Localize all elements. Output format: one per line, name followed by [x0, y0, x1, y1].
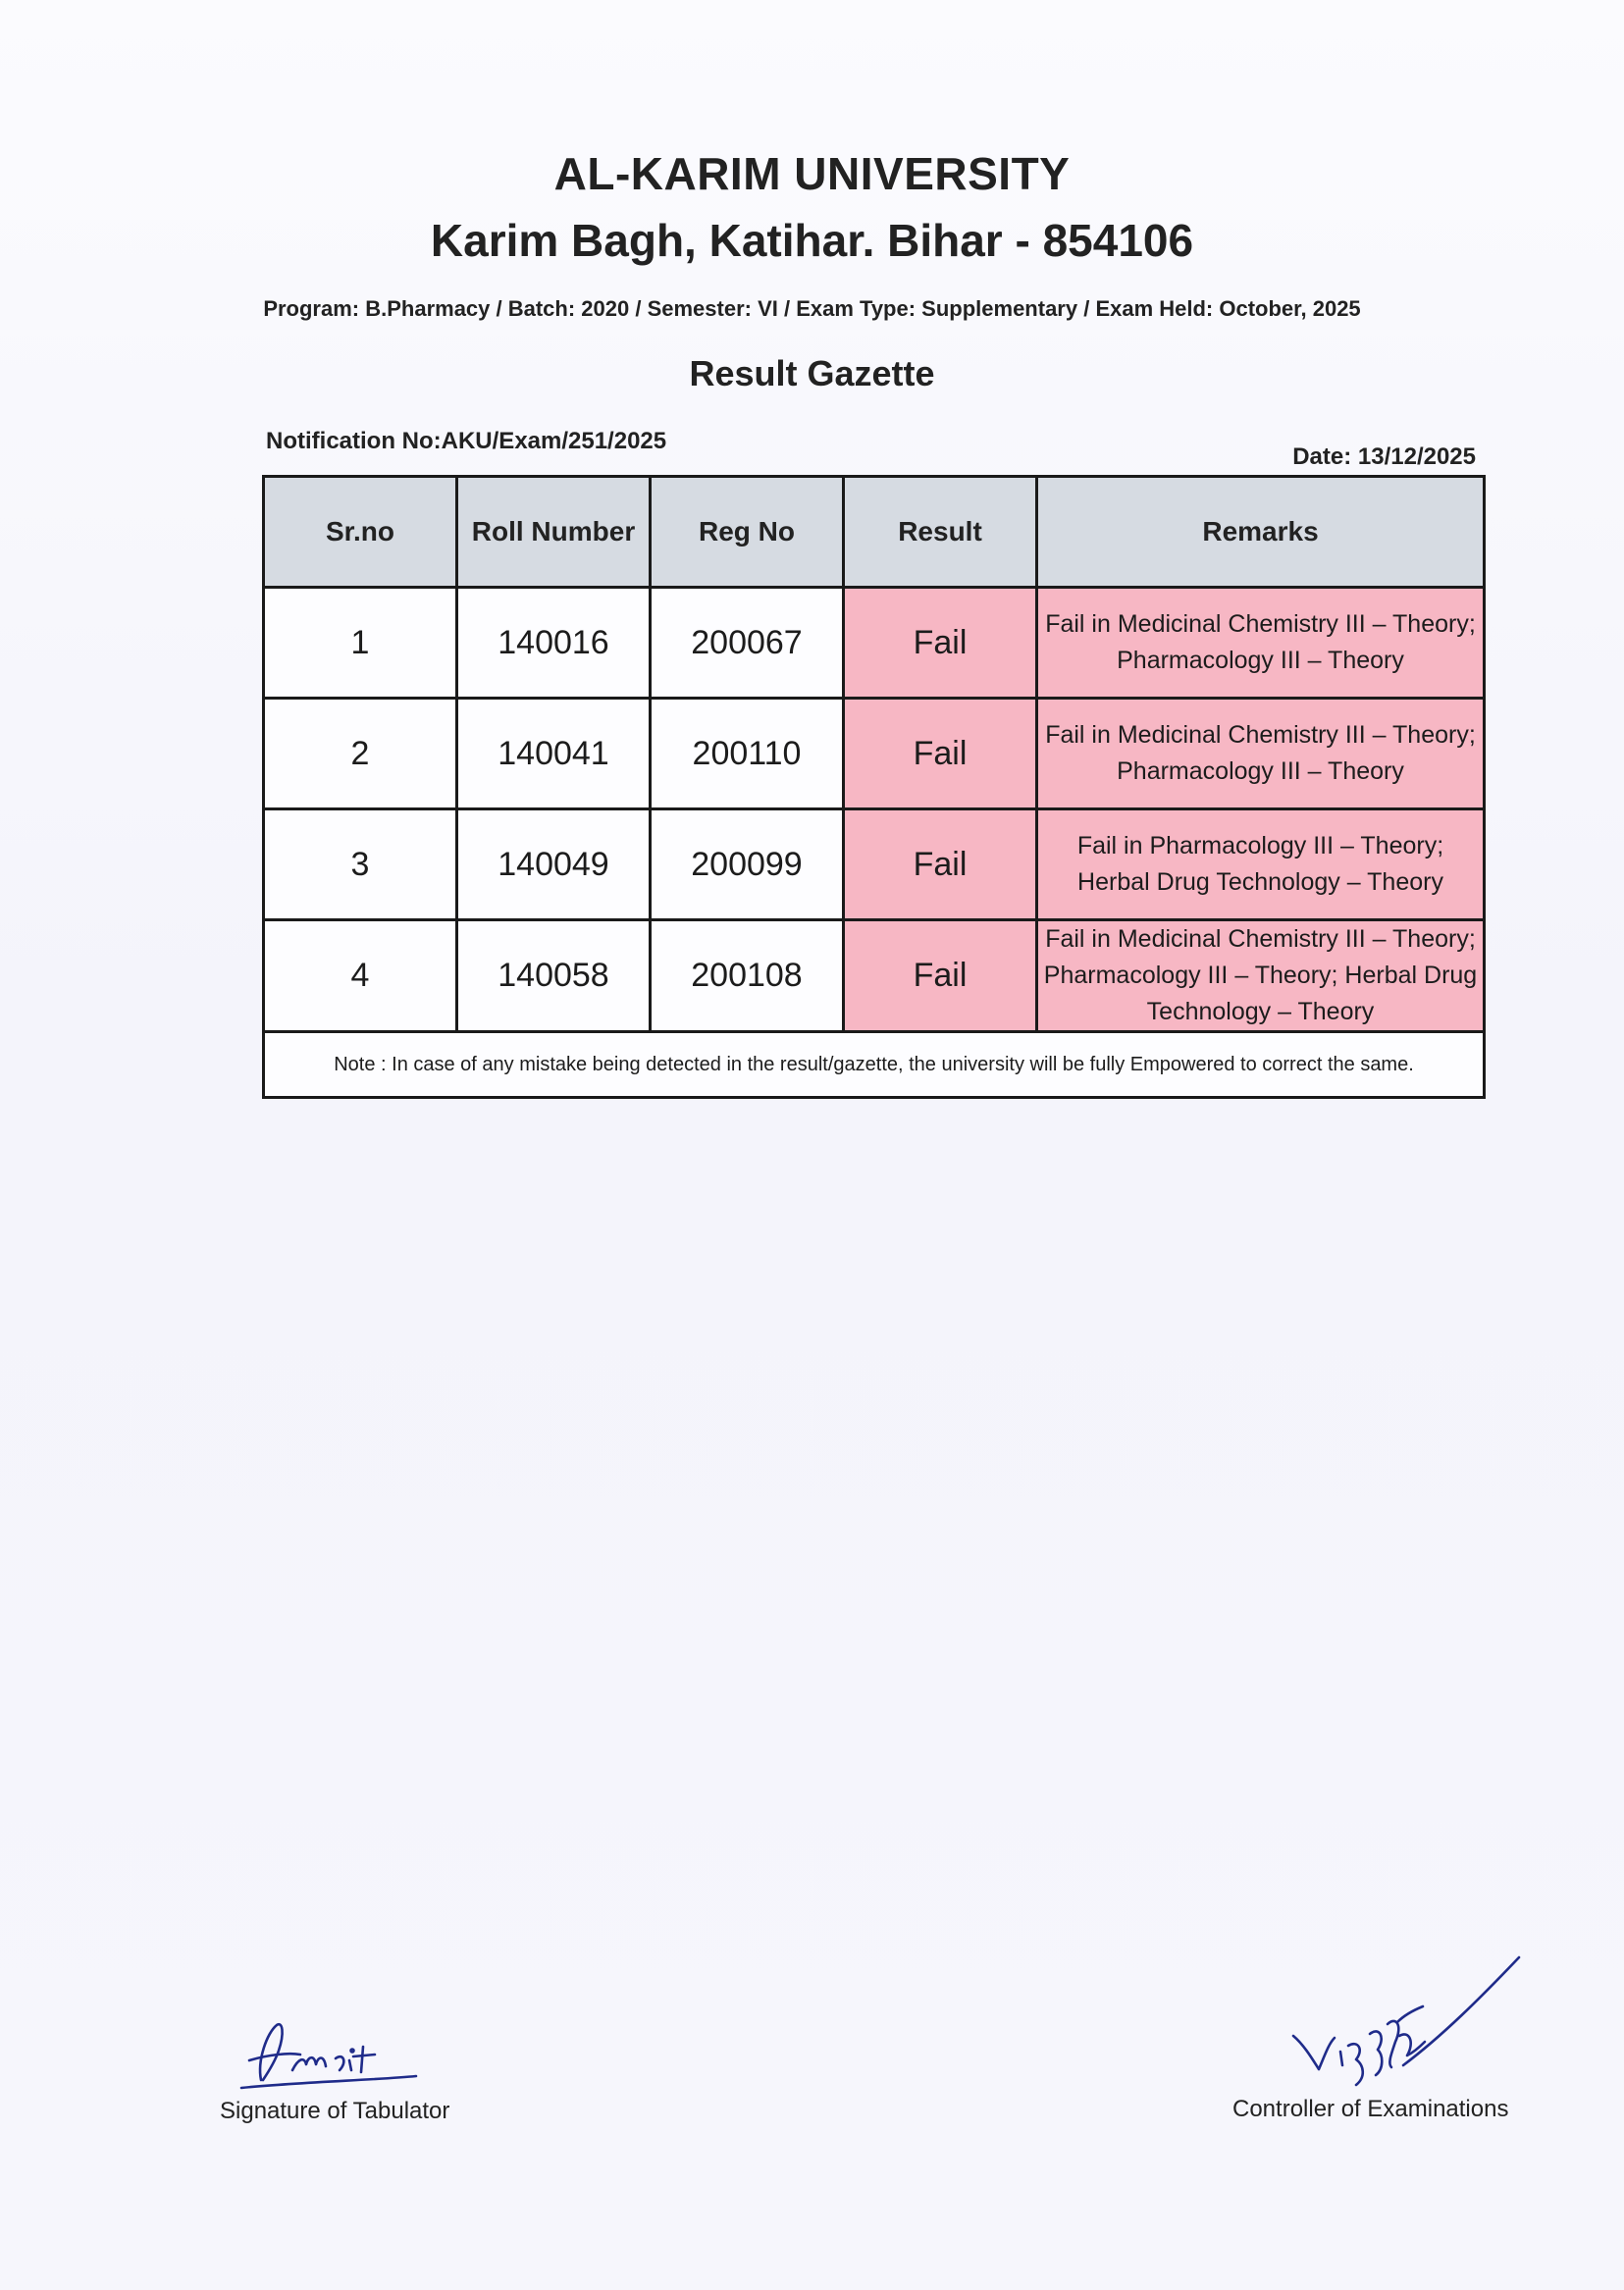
table-row	[264, 809, 1485, 920]
notification-date: Date: 13/12/2025	[1292, 443, 1476, 470]
table-row	[264, 588, 1485, 699]
sr-no-cell: 1	[264, 588, 457, 699]
controller-signature-caption: Controller of Examinations	[1232, 2096, 1509, 2122]
result-cell: Fail	[844, 699, 1037, 809]
reg-no-cell: 200110	[651, 699, 844, 809]
university-address: Karim Bagh, Katihar. Bihar - 854106	[430, 215, 1194, 266]
remarks-cell: Fail in Pharmacology III – Theory; Herbal Drug Technology – Theory	[1037, 809, 1485, 920]
document-title: Result Gazette	[689, 353, 935, 393]
column-header-reg-no: Reg No	[651, 477, 844, 588]
table-row	[264, 699, 1485, 809]
sr-no-cell: 4	[264, 920, 457, 1032]
controller-signature-icon	[1285, 1948, 1531, 2095]
remarks-cell: Fail in Medicinal Chemistry III – Theory; Pharmacology III – Theory; Herbal Drug Technology – Theory	[1037, 920, 1485, 1032]
result-cell: Fail	[844, 920, 1037, 1032]
university-name: AL-KARIM UNIVERSITY	[553, 148, 1071, 199]
column-header-sr-no: Sr.no	[264, 477, 457, 588]
roll-number-cell: 140049	[457, 809, 651, 920]
result-cell: Fail	[844, 809, 1037, 920]
sr-no-cell: 2	[264, 699, 457, 809]
reg-no-cell: 200067	[651, 588, 844, 699]
table-row	[264, 920, 1485, 1032]
result-cell: Fail	[844, 588, 1037, 699]
tabulator-signature-icon	[220, 2011, 475, 2100]
column-header-remarks: Remarks	[1037, 477, 1485, 588]
sr-no-cell: 3	[264, 809, 457, 920]
remarks-cell: Fail in Medicinal Chemistry III – Theory; Pharmacology III – Theory	[1037, 699, 1485, 809]
column-header-result: Result	[844, 477, 1037, 588]
roll-number-cell: 140016	[457, 588, 651, 699]
roll-number-cell: 140058	[457, 920, 651, 1032]
table-note-row	[264, 1032, 1485, 1098]
results-table	[262, 475, 1486, 1099]
remarks-cell: Fail in Medicinal Chemistry III – Theory; Pharmacology III – Theory	[1037, 588, 1485, 699]
program-details: Program: B.Pharmacy / Batch: 2020 / Semester: VI / Exam Type: Supplementary / Exam Held: October, 2025	[263, 296, 1361, 321]
reg-no-cell: 200108	[651, 920, 844, 1032]
column-header-roll-number: Roll Number	[457, 477, 651, 588]
roll-number-cell: 140041	[457, 699, 651, 809]
reg-no-cell: 200099	[651, 809, 844, 920]
table-header-row	[264, 477, 1485, 588]
notification-number: Notification No:AKU/Exam/251/2025	[266, 428, 667, 454]
tabulator-signature-caption: Signature of Tabulator	[220, 2098, 450, 2124]
table-note: Note : In case of any mistake being detected in the result/gazette, the university will be fully Empowered to correct the same.	[264, 1032, 1485, 1098]
